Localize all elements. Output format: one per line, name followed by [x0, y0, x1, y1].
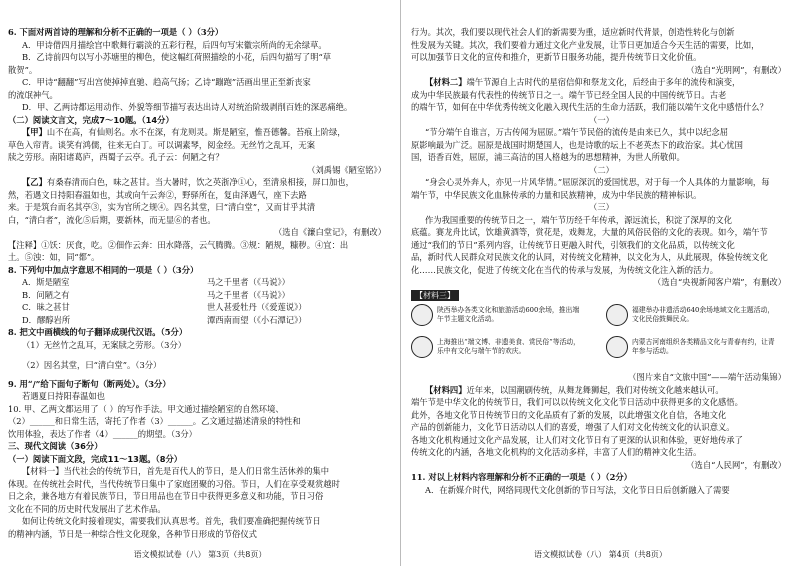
- material-2-line-3: 的端午节，如何在中华优秀传统文化融入现代生活的生命力活跃，我们能以端午文化中感悟什么？: [411, 102, 768, 112]
- info-item-shanghai: 上海推出“端文博、非遗美食、赏民俗”等活动，乐中有文化与端午节的欢庆。: [411, 336, 591, 358]
- q8-option-a: A．斯是陋室 马之千里者（《马说》）: [22, 277, 290, 287]
- passage-yi-2: 然，若遇文日持阳春温如也，其或向午云奔②，野驿所在，复由泽遇气，座下去路: [8, 189, 307, 200]
- lantern-icon: [606, 304, 628, 326]
- info-item-shaanxi: 陕西举办各类文化和旅游活动600余场，推出端午节主题文化活动。: [411, 304, 591, 326]
- section-classical: （二）阅读文言文，完成7～10题。（14分）: [8, 114, 174, 125]
- q8-option-c: C．昧之甚甘 世人甚爱牡丹（《爱莲说》）: [22, 302, 307, 312]
- material-2c-5: 化……民族文化，促进了传统文化在当代的传承与发展，为传统文化注入新的活力。: [411, 264, 718, 275]
- material-2c-4: 品，新时代人民群众对民族文化的认同，对传统文化精神，以文化为人，从此展现，体验传统文化: [411, 252, 768, 262]
- q10-sentence: 若遇夏日持阳春温如也: [22, 391, 105, 401]
- passage-jia-1: 【甲】山不在高，有仙则名。水不在深，有龙则灵。斯是陋室，惟吾德馨。苔痕上阶绿，: [22, 127, 346, 137]
- material-4-line-4: 产品的创新能力，文化节日活动以人们的喜爱，增强了人们对文化传统文化的认识意义。: [411, 422, 735, 432]
- subhead-3: （三）: [589, 202, 614, 212]
- material-2a-3: 国，语香百姓，屈原，浦三高洁的国人格越为的思想精神，为世人所敬仰。: [411, 152, 685, 162]
- q8-option-b: B．问陋之有 马之千里者（《马说》）: [22, 289, 290, 300]
- q11-line-3: 饮用体验，表达了作者（4）______的期望。（3分）: [8, 428, 197, 439]
- page-footer-4: 语文模拟试卷（八） 第4页（共8页）: [534, 550, 667, 559]
- passage-jia-3: 牍之劳形。南阳诸葛庐，西蜀子云亭。孔子云：何陋之有？: [8, 152, 224, 162]
- q9-item-1: （1）无丝竹之乱耳，无案牍之劳形。（3分）: [22, 339, 187, 350]
- material-4-line-1: 【材料四】近年来，以国潮刷传统，从舞龙舞狮起，我们对传统文化越来越认可。: [425, 384, 724, 395]
- material-2a-1: “节分端午自谁言，万古传闻为屈原。”端午节民俗的流传是由来已久，其中以纪念屈: [425, 127, 729, 137]
- q6-opt-c: C．甲诗“翻翻”写出宫使掉掉直驰、趋高气扬；乙诗“蹦跑”活画出里正至新丧家: [22, 77, 311, 87]
- material-2-line-1: 【材料二】端午节源自上古时代的星宿信仰和祭龙文化，后经由于多年的流传和演变，: [425, 77, 741, 87]
- subhead-1: （一）: [589, 114, 614, 125]
- material-3-infographic: [411, 304, 792, 368]
- q6-opt-a: A．甲诗借四月描绘宫中歌舞行霸淡的五彩行程，后四句写宋徽宗所尚的无余绿草。: [22, 39, 327, 50]
- material-1-line-1: 【材料一】当代社会的传统节日，首先是百代人的节日，是人们日常生活休养的集中: [22, 466, 329, 476]
- passage-yi-1: 【乙】有桑春清而白色，味之甚甘。当大暑时，饮之英浙净①心，至清泉相接，屏口加也，: [22, 177, 354, 187]
- q6-opt-b2: 散贺”。: [8, 64, 38, 75]
- q10-title: 9. 用“/”给下面句子断句（断两处）。（3分）: [8, 378, 171, 389]
- material-2b-1: “身会心灵外奔人，亦见一片风华情。”屈原深沉的爱国忧思，对于每一个人具体的力量影响，每: [425, 177, 770, 187]
- continued-line-2: 性发展为关键。其次，我们要着力通过文化产业发展，让节日更加适合今天生活的需要，比如，: [411, 39, 760, 50]
- drum-icon: [606, 336, 628, 358]
- material-4-line-3: 此外，各地文化节日传统节日的文化品质有了新的发展，以此增强文化自信，各地文化: [411, 409, 727, 420]
- material-2-source: （选自“央视新闻客户端”，有删改）: [653, 277, 786, 287]
- q8-title: 8. 下列句中加点字意思不相同的一项是（ ）（3分）: [8, 264, 199, 275]
- q6-opt-d: D．甲、乙两诗都运用动作、外貌等细节描写表达出诗人对统治阶级剥削百姓的深恶痛绝。: [22, 102, 353, 112]
- material-1-source: （选自“光明网”，有删改）: [686, 64, 786, 75]
- material-2c-3: 通过“我们的节日”系列内容，让传统节日更融入时代，引领我们的文化品质，以传统文化: [411, 239, 735, 250]
- info-item-inner-mongolia: 内蒙古河南组织各类精品文化与青春有约，让青年参与活动。: [606, 336, 786, 358]
- annotation: 【注释】①饫：厌食，吃。②佃作云奔：田水降落，云气腾腾。③规：陋规，糠秽。④宜：出: [8, 239, 349, 250]
- passage-jia-source: （刘禹锡《陋室铭》）: [307, 164, 386, 175]
- passage-yi-4: 白，“清白者”，流化⑤后期，要新林，而无显⑥的者也。: [8, 214, 216, 225]
- answer-space[interactable]: [8, 351, 392, 359]
- material-1-line-3: 日之余，兼各地方有着民族节日，节日用品也在节日中获得更多意义和功能，节日习俗: [8, 491, 324, 501]
- material-1-line-2: 体现。在传统社会时代，当代传统节日集中了家庭团聚的习俗。节日，人们在享受观赏越时: [8, 478, 340, 489]
- material-4-line-5: 各地文化机构通过文化产品发展，让人们对文化节日有了更深的认识和体验，更好地传承了: [411, 434, 743, 445]
- material-2-line-2: 成为中华民族最有代表性的传统节日之一。端午节已经全国人民的中国传统节日。古老: [411, 89, 727, 100]
- passage-yi-3: 来。于是筑台而名其亭③，实为官所之规④。四名其堂，曰“清白堂”，又而甘乎其清: [8, 202, 316, 212]
- q9-title: 8. 把文中画横线的句子翻译成现代汉语。（5分）: [8, 327, 188, 337]
- q11-title: 11. 对以上材料内容理解和分析不正确的一项是（ ）（2分）: [411, 472, 632, 482]
- material-1-line-5: 如何让传统文化时接着现实，需要我们认真思考。首先，我们要准确把握传统节日: [22, 516, 321, 526]
- q6-title: 6. 下面对两首诗的理解和分析不正确的一项是（ ）（3分）: [8, 27, 224, 37]
- material-4-line-2: 端午节是中华文化的传统节日，我们可以以传统文化文化节日活动中获得更多的文化感悟。: [411, 397, 743, 407]
- material-2c-1: 作为我国重要的传统节日之一，端午节历经千年传承，源远流长，积淀了深厚的文化: [425, 214, 732, 225]
- material-3-source: （图片来自“文旅中国”——端午活动集锦）: [628, 372, 786, 382]
- material-3-label: 【材料三】: [411, 289, 792, 302]
- continued-line-1: 行为。其次，我们要以现代社会人们的新需要为重，适应新时代背景，创造性转化与创新: [411, 27, 735, 37]
- material-1-line-4: 文化在不同的历史时代发展出了艺术作品。: [8, 503, 166, 514]
- material-2b-2: 端午节，中华民族文化血脉传承的力量和民族精神，成为中华民族的精神标识。: [411, 189, 702, 200]
- material-4-source: （选自“人民网”，有删改）: [686, 459, 786, 470]
- exam-page-4: [400, 0, 800, 566]
- material-2a-2: 原影响最为广泛。屈原是战国时期楚国人，也是诗歌的坛上不老英杰下的政治家。其心忧国: [411, 139, 743, 150]
- material-2c-2: 底蕴。赛龙舟比试，饮雄黄酒等，赏花是，戏舞龙，大量的风俗民俗的文化的表现。如今，端午节: [411, 227, 768, 237]
- info-item-fujian: 福建举办非遗活动640余场地域文化主题活动，文化民俗鼓舞民众。: [606, 304, 786, 326]
- passage-yi-source: （选自《濂白堂记》，有删改）: [273, 227, 386, 237]
- zongzi-icon: [411, 336, 433, 358]
- q9-item-2: （2）因名其堂，曰“清白堂”。（3分）: [22, 360, 162, 370]
- dragon-boat-icon: [411, 304, 433, 326]
- section-modern-1: （一）阅读下面文段，完成11～13题。（8分）: [8, 453, 183, 464]
- q11-line-1: 10. 甲、乙两文都运用了（ ）的写作手法。甲文通过描绘陋室的自然环境、: [8, 403, 284, 414]
- page-footer-3: 语文模拟试卷（八） 第3页（共8页）: [133, 550, 267, 559]
- section-modern: 三、现代文阅读（36分）: [8, 441, 103, 451]
- material-4-line-6: 传统文化的内涵，各地文化机构的文化活动多样，丰富了人们的精神文化生活。: [411, 447, 702, 457]
- q6-opt-c2: 的流氓神气。: [8, 89, 58, 100]
- material-1-line-6: 的精神内涵，节日是一种综合性文化现象，各种节日形成的节俗仪式: [8, 528, 257, 539]
- q6-opt-b: B．乙诗前四句以写小苏塘里的柳色，使这幅红荷照描绘的小花，后四句描写了明“草: [22, 52, 332, 62]
- q8-option-d: D．醪醇岩所 潭西南而望（《小石潭记》）: [22, 314, 307, 325]
- q11-option-a: A．在新媒介时代，网络同现代文化创新的节日写法，文化节日日后创新融入了需要: [425, 484, 730, 495]
- subhead-2: （二）: [589, 164, 614, 175]
- passage-jia-2: 草色入帘青。谈笑有鸿儒，往来无白丁。可以调素琴，阅金经。无丝竹之乱耳，无案: [8, 139, 315, 150]
- annotation-2: 土。⑤浊：如，同“都”。: [8, 252, 100, 262]
- continued-line-3: 可以加强节日文化的宣传和推介，更新节日服务功能，提升传统节日文化价值。: [411, 52, 702, 62]
- q11-line-2: （2）______和日常生活，寄托了作者（3）______。乙文通过描述清泉的特性和: [8, 416, 301, 426]
